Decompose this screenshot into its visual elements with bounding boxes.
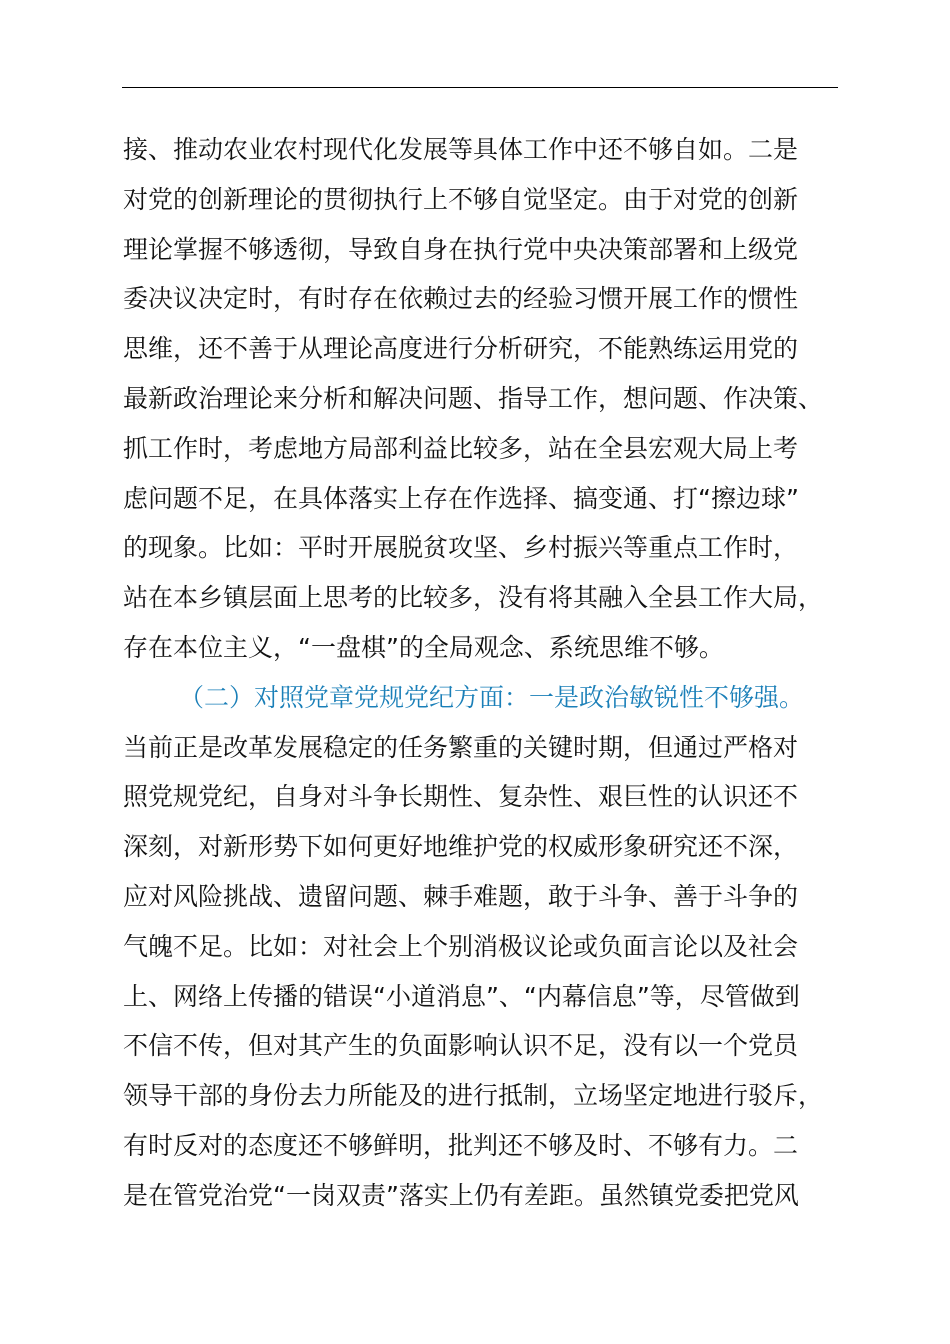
text-line: 照党规党纪，自身对斗争长期性、复杂性、艰巨性的认识还不 (123, 782, 799, 812)
section-heading: （二）对照党章党规党纪方面：一是政治敏锐性不够强。 (179, 682, 805, 712)
text-line: 抓工作时，考虑地方局部利益比较多，站在全县宏观大局上考 (123, 433, 799, 463)
text-line: 是在管党治党“一岗双责”落实上仍有差距。虽然镇党委把党风 (123, 1180, 799, 1210)
text-line: 领导干部的身份去力所能及的进行抵制，立场坚定地进行驳斥， (123, 1081, 824, 1111)
text-line: 气魄不足。比如：对社会上个别消极议论或负面言论以及社会 (123, 931, 799, 961)
text-line: 存在本位主义，“一盘棋”的全局观念、系统思维不够。 (123, 632, 724, 662)
document-body (123, 125, 863, 1221)
text-line: 委决议决定时，有时存在依赖过去的经验习惯开展工作的惯性 (123, 284, 799, 314)
text-line: 深刻，对新形势下如何更好地维护党的权威形象研究还不深， (123, 832, 799, 862)
text-line: 对党的创新理论的贯彻执行上不够自觉坚定。由于对党的创新 (123, 184, 799, 214)
text-line: 有时反对的态度还不够鲜明，批判还不够及时、不够有力。二 (123, 1130, 799, 1160)
text-line: 理论掌握不够透彻，导致自身在执行党中央决策部署和上级党 (123, 234, 799, 264)
text-line: 应对风险挑战、遗留问题、棘手难题，敢于斗争、善于斗争的 (123, 881, 799, 911)
text-line: 虑问题不足，在具体落实上存在作选择、搞变通、打“擦边球” (123, 483, 799, 513)
text-line: 思维，还不善于从理论高度进行分析研究，不能熟练运用党的 (123, 334, 799, 364)
text-line: 站在本乡镇层面上思考的比较多，没有将其融入全县工作大局， (123, 583, 824, 613)
text-line: 最新政治理论来分析和解决问题、指导工作，想问题、作决策、 (123, 383, 824, 413)
text-line: 当前正是改革发展稳定的任务繁重的关键时期，但通过严格对 (123, 732, 799, 762)
header-rule (122, 87, 838, 88)
text-line: 的现象。比如：平时开展脱贫攻坚、乡村振兴等重点工作时， (123, 533, 799, 563)
text-line: 不信不传，但对其产生的负面影响认识不足，没有以一个党员 (123, 1031, 799, 1061)
text-line: 接、推动农业农村现代化发展等具体工作中还不够自如。二是 (123, 135, 799, 164)
text-line: 上、网络上传播的错误“小道消息”、“内幕信息”等，尽管做到 (123, 981, 800, 1011)
